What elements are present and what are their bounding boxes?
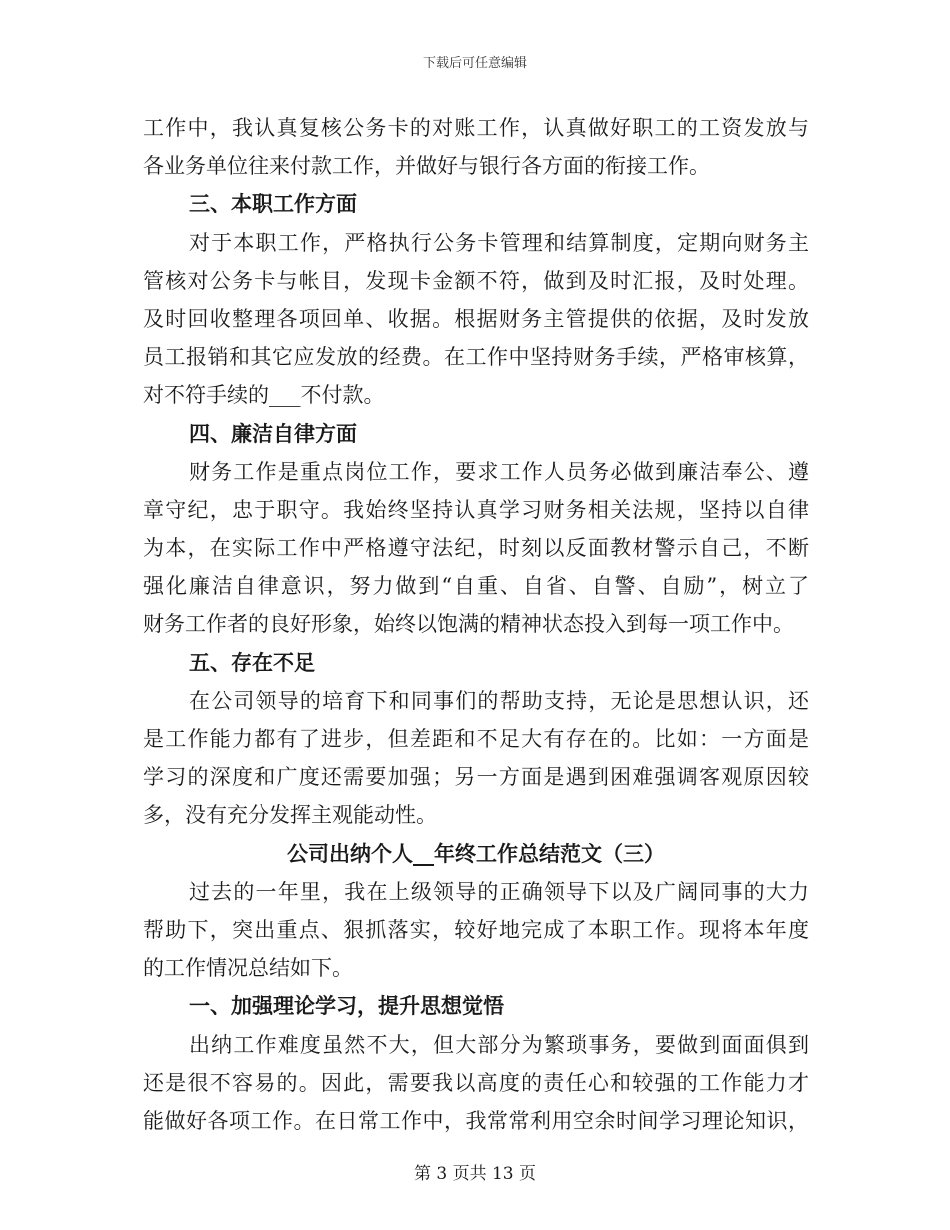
paragraph-line: 多，没有充分发挥主观能动性。 <box>143 803 437 828</box>
document-body <box>143 109 809 1140</box>
section-heading-3: 三、本职工作方面 <box>189 191 357 217</box>
paragraph-line: 在公司领导的培育下和同事们的帮助支持，无论是思想认识，还 <box>189 688 809 713</box>
page-header-note: 下载后可任意编辑 <box>422 56 527 71</box>
section-heading-1: 一、加强理论学习，提升思想觉悟 <box>189 993 504 1019</box>
section-heading-4: 四、廉洁自律方面 <box>189 420 357 446</box>
paragraph-line: 强化廉洁自律意识，努力做到“自重、自省、自警、自励”，树立了 <box>143 574 809 599</box>
paragraph-line: 能做好各项工作。在日常工作中，我常常利用空余时间学习理论知识， <box>143 1108 809 1133</box>
paragraph-line: 工作中，我认真复核公务卡的对账工作，认真做好职工的工资发放与 <box>143 116 809 140</box>
paragraph-line: 章守纪，忠于职守。我始终坚持认真学习财务相关法规，坚持以自律 <box>143 497 809 522</box>
paragraph-line: 是工作能力都有了进步，但差距和不足大有存在的。比如：一方面是 <box>143 727 809 751</box>
paragraph-line: 管核对公务卡与帐目，发现卡金额不符，做到及时汇报，及时处理。 <box>143 268 809 293</box>
paragraph-line: 对于本职工作，严格执行公务卡管理和结算制度，定期向财务主 <box>189 230 809 255</box>
paragraph-line: 为本，在实际工作中严格遵守法纪，时刻以反面教材警示自己，不断 <box>143 536 809 561</box>
paragraph-line: 的工作情况总结如下。 <box>143 956 353 981</box>
paragraph-line: 还是很不容易的。因此，需要我以高度的责任心和较强的工作能力才 <box>143 1070 809 1095</box>
paragraph-line: 财务工作者的良好形象，始终以饱满的精神状态投入到每一项工作中。 <box>143 612 794 637</box>
paragraph-line: 财务工作是重点岗位工作，要求工作人员务必做到廉洁奉公、遵 <box>189 459 809 484</box>
paragraph-line: 过去的一年里，我在上级领导的正确领导下以及广阔同事的大力 <box>189 879 809 904</box>
document-title: 公司出纳个人__年终工作总结范文（三） <box>287 840 665 866</box>
page-number-footer: 第 3 页共 13 页 <box>413 1164 537 1184</box>
paragraph-line: 员工报销和其它应发放的经费。在工作中坚持财务手续，严格审核算， <box>143 345 809 370</box>
paragraph-line: 学习的深度和广度还需要加强；另一方面是遇到困难强调客观原因较 <box>143 765 809 790</box>
paragraph-line: 对不符手续的___不付款。 <box>143 383 385 408</box>
paragraph-line: 及时回收整理各项回单、收据。根据财务主管提供的依据，及时发放 <box>143 306 809 331</box>
paragraph-line: 各业务单位往来付款工作，并做好与银行各方面的衔接工作。 <box>143 154 710 179</box>
paragraph-line: 帮助下，突出重点、狠抓落实，较好地完成了本职工作。现将本年度 <box>143 917 809 942</box>
paragraph-line: 出纳工作难度虽然不大，但大部分为繁琐事务，要做到面面俱到 <box>189 1032 809 1057</box>
section-heading-5: 五、存在不足 <box>189 649 315 675</box>
